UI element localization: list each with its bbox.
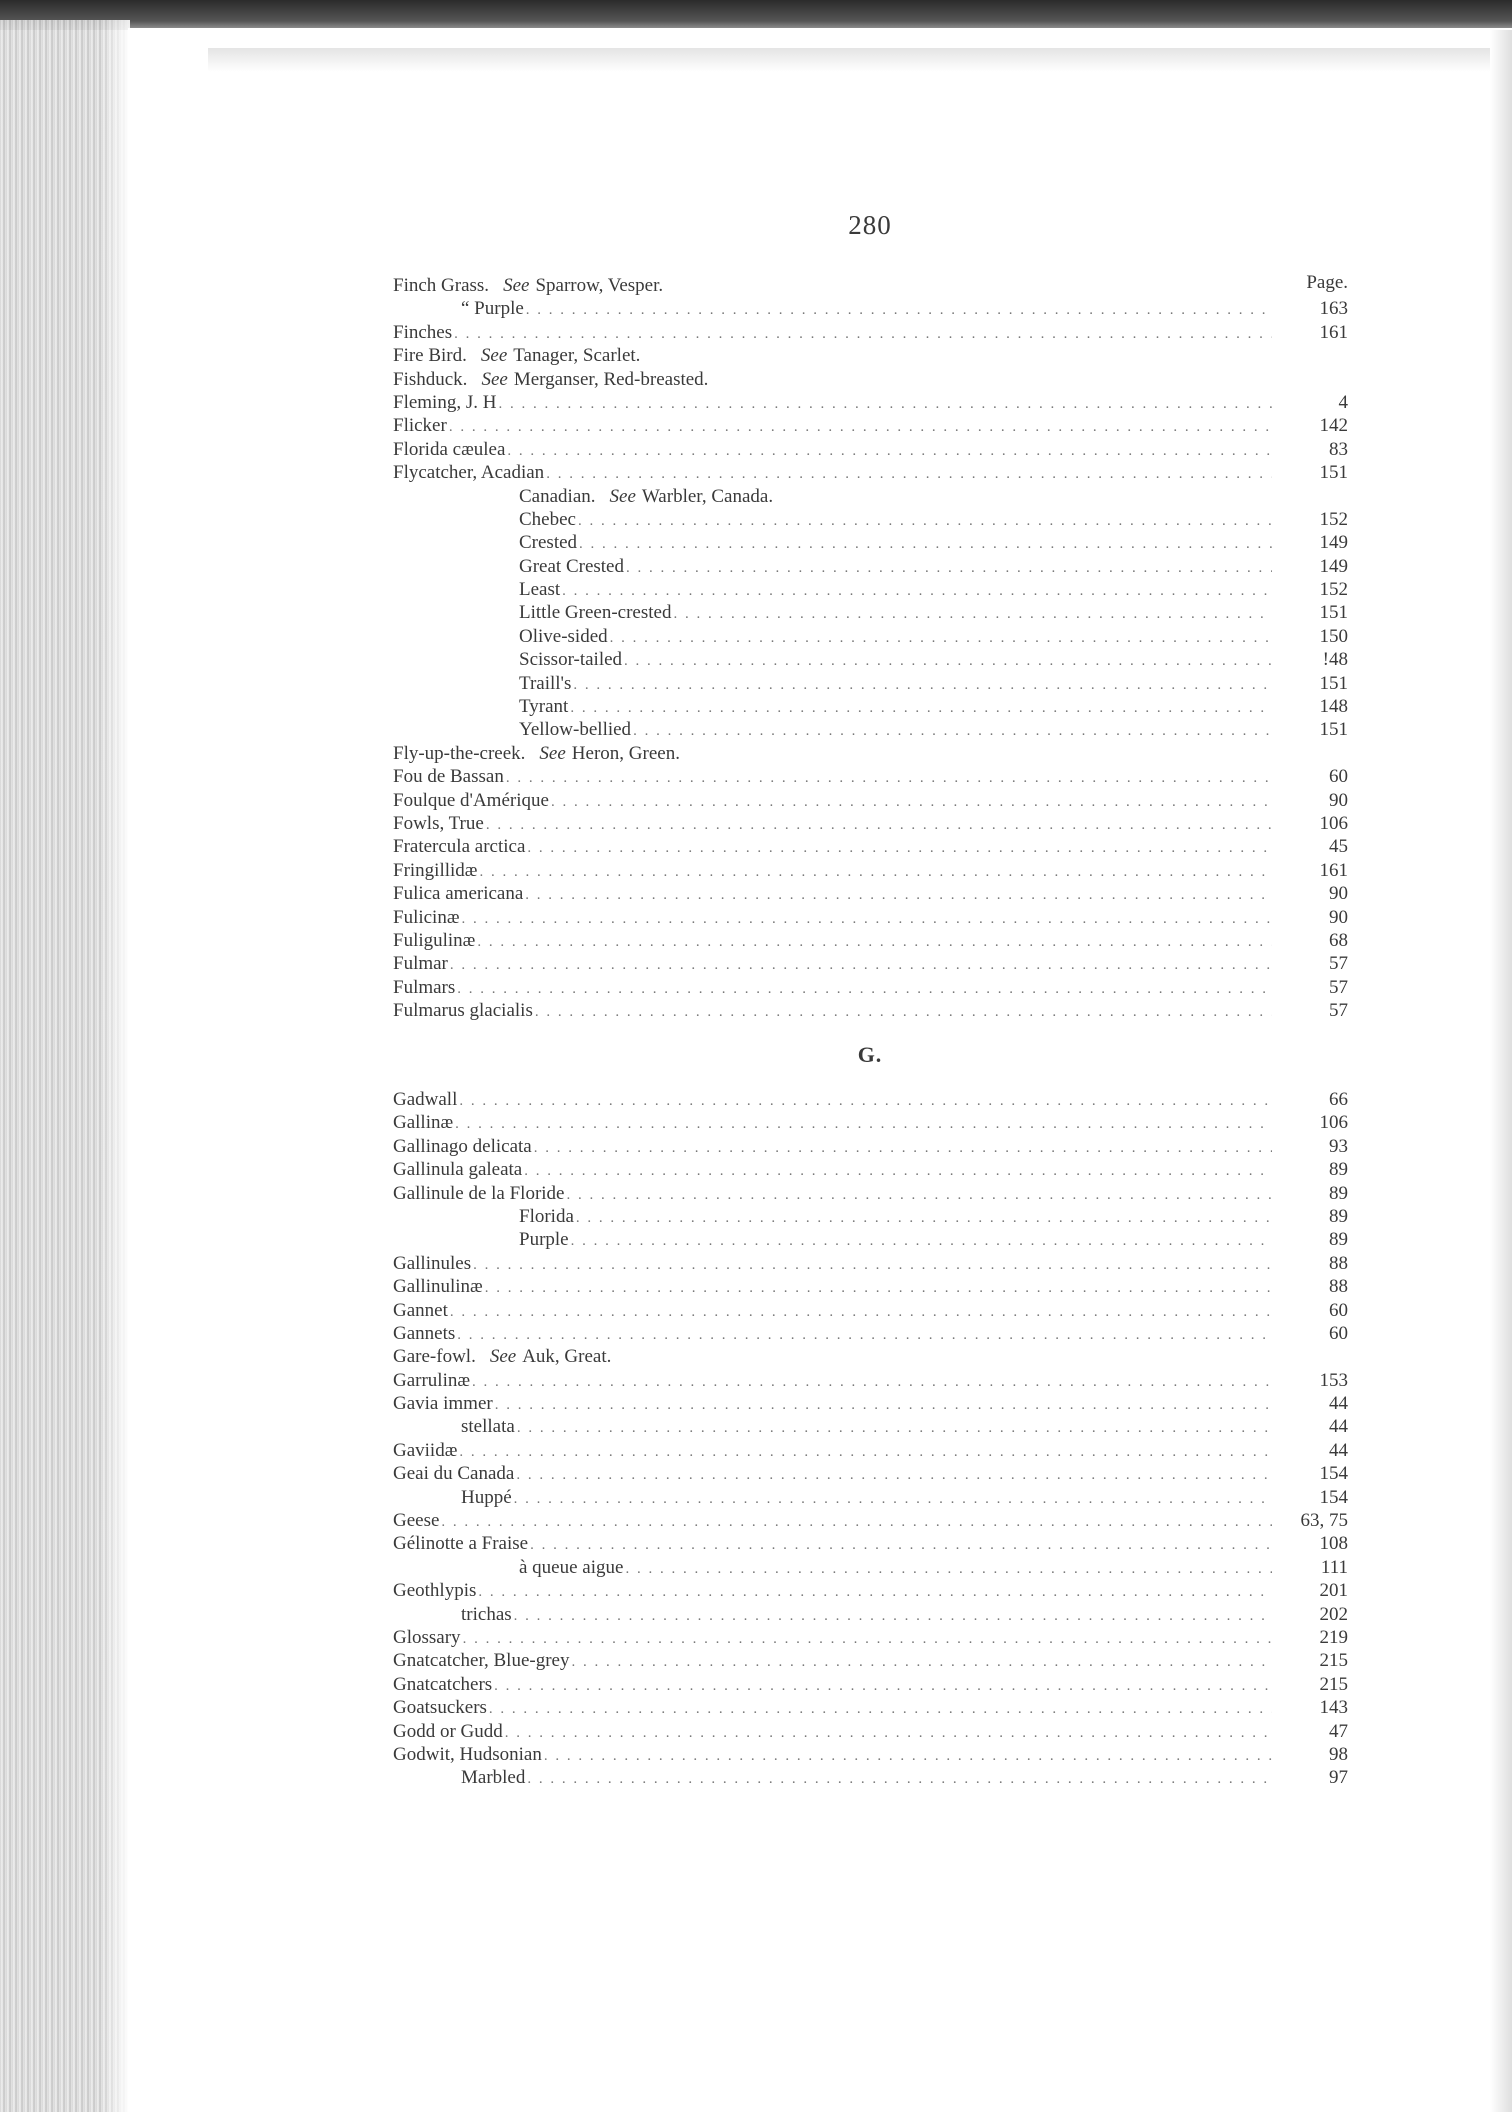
index-entry [393,1205,1348,1228]
entry-page-number: 60 [1329,1322,1348,1344]
entry-term: Fly-up-the-creek. [393,742,526,764]
entry-term: Tyrant [519,696,569,718]
entry-page-number: 60 [1329,1299,1348,1321]
index-entry [393,508,1348,531]
entry-term: Gnatcatcher, Blue-grey [393,1650,570,1672]
entry-term: Gadwall [393,1089,458,1110]
entry-term: Garrulinæ [393,1369,471,1391]
see-reference-label: See [489,1346,517,1368]
entry-term: Gélinotte a Fraise [393,1533,529,1555]
index-entry [393,1111,1348,1134]
index-entry [393,648,1348,671]
entry-term: Traill's [519,672,572,694]
leader-dots [527,1768,1272,1791]
entry-term: Florida cæulea [393,438,506,460]
leader-dots [516,1464,1272,1487]
entry-page-number: 90 [1329,789,1348,811]
index-entry [393,1649,1348,1672]
index-entry [393,835,1348,858]
index-entry [393,742,1348,765]
entry-term: stellata [461,1416,515,1438]
leader-dots [459,1090,1272,1113]
entry-term: Scissor-tailed [519,649,623,671]
entry-page-number: 93 [1329,1135,1348,1157]
entry-page-number: 47 [1329,1720,1348,1742]
entry-term: Fishduck. [393,368,468,390]
entry-page-number: 108 [1319,1533,1348,1555]
see-reference-target: Merganser, Red-breasted. [513,368,709,390]
see-reference-label: See [539,742,566,764]
index-entry [393,461,1348,484]
entry-page-number: 88 [1329,1276,1348,1298]
index-entry [393,929,1348,952]
index-entry [393,368,1348,391]
entry-term: à queue aigue [519,1556,624,1578]
index-entry [393,1766,1348,1789]
entry-term: Yellow-bellied [519,719,632,741]
entry-page-number: 152 [1319,579,1348,601]
entry-term: Foulque d'Amérique [393,789,549,811]
index-entry [393,531,1348,554]
entry-page-number: 44 [1329,1393,1348,1415]
entry-term: Gallinule de la Floride [393,1182,565,1204]
entry-page-number: 89 [1329,1229,1348,1251]
index-entry [393,1369,1348,1392]
index-entry [393,952,1348,975]
leader-dots [449,416,1272,439]
entry-page-number: 148 [1319,696,1348,718]
index-entry [393,789,1348,812]
leader-dots [450,954,1272,977]
entry-term: Least [519,579,561,601]
index-entry [393,321,1348,344]
leader-dots [494,1675,1272,1698]
entry-term: Marbled [461,1767,526,1789]
entry-term: Gare-fowl. [393,1346,476,1368]
entry-term: Great Crested [519,555,624,577]
see-reference-target: Heron, Green. [571,742,680,764]
index-entry [393,1532,1348,1555]
index-entry [393,695,1348,718]
entry-term: Godwit, Hudsonian [393,1743,542,1765]
entry-term: Fou de Bassan [393,766,504,788]
page-column-label: Page. [1306,272,1348,293]
entry-page-number: 161 [1319,859,1348,881]
entry-term: Gallinulinæ [393,1276,483,1298]
index-entry [393,344,1348,367]
entry-page-number: 201 [1319,1580,1348,1602]
leader-dots [544,1745,1272,1768]
index-entry [393,1603,1348,1626]
see-reference-target: Tanager, Scarlet. [513,345,641,367]
leader-dots [573,674,1272,697]
entry-page-number: 151 [1319,462,1348,484]
index-entry [393,1462,1348,1485]
entry-term: Gaviidæ [393,1439,458,1461]
index-entry [393,906,1348,929]
entry-term: Olive-sided [519,625,608,647]
see-reference-label: See [609,485,636,507]
entry-term: Fowls, True [393,812,484,834]
leader-dots [571,1651,1272,1674]
entry-term: Gallinago delicata [393,1135,532,1157]
index-entry [393,1275,1348,1298]
scan-top-border [0,0,1512,30]
index-entry [393,297,1348,320]
entry-page-number: 154 [1319,1486,1348,1508]
index-entry [393,1439,1348,1462]
index-entry [393,1486,1348,1509]
entry-term: Little Green-crested [519,602,672,624]
entry-term: Godd or Gudd [393,1720,503,1742]
leader-dots [489,1698,1272,1721]
entry-term: Geothlypis [393,1580,477,1602]
entry-page-number: 151 [1319,602,1348,624]
entry-page-number: 44 [1329,1439,1348,1461]
entry-term: Fleming, J. H [393,391,497,413]
entry-page-number: 89 [1329,1182,1348,1204]
entry-page-number: 151 [1319,672,1348,694]
index-entry [393,1509,1348,1532]
index-entry [393,718,1348,741]
entry-term: Fulicinæ [393,906,460,928]
leader-dots [673,603,1272,626]
book-page-edges [0,20,130,2112]
entry-page-number: 83 [1329,438,1348,460]
leader-dots [478,1581,1272,1604]
leader-dots [570,697,1272,720]
entry-term: Gavia immer [393,1393,493,1415]
index-entry [393,414,1348,437]
index-entry [393,1228,1348,1251]
index-entry [393,1345,1348,1368]
entry-page-number: 89 [1329,1159,1348,1181]
entry-term: Gallinæ [393,1112,454,1134]
entry-term: Goatsuckers [393,1697,487,1719]
see-reference-label: See [480,345,508,367]
leader-dots [626,557,1272,580]
entry-page-number: 63, 75 [1300,1510,1348,1532]
entry-term: Fulmar [393,953,448,975]
entry-page-number: 163 [1319,298,1348,320]
index-entry [393,1252,1348,1275]
leader-dots [566,1184,1272,1207]
entry-term: Gnatcatchers [393,1673,493,1695]
entry-page-number: 219 [1319,1626,1348,1648]
entry-page-number: 149 [1319,555,1348,577]
entry-term: Geese [393,1510,440,1532]
section-heading-g: G. [857,1042,883,1067]
see-reference-label: See [481,368,508,390]
leader-dots [454,323,1272,346]
see-reference-target: Warbler, Canada. [641,485,774,507]
index-entry [393,1392,1348,1415]
index-entry [393,1743,1348,1766]
index-entry [393,601,1348,624]
index-entry [393,672,1348,695]
leader-dots [514,1488,1272,1511]
entry-term: Fratercula arctica [393,836,526,858]
leader-dots [457,978,1272,1001]
leader-dots [462,908,1272,931]
leader-dots [506,767,1272,790]
leader-dots [472,1371,1272,1394]
index-entry [393,1673,1348,1696]
leader-dots [498,393,1272,416]
entry-term: Fire Bird. [393,345,467,367]
leader-dots [495,1394,1272,1417]
entry-term: Finches [393,321,453,343]
entry-page-number: 143 [1319,1697,1348,1719]
entry-page-number: 111 [1320,1556,1348,1578]
entry-term: Finch Grass. [393,275,490,296]
leader-dots [546,463,1272,486]
entry-term: Florida [519,1205,574,1227]
leader-dots [507,440,1272,463]
entry-term: Fuligulinæ [393,929,476,951]
leader-dots [534,1137,1272,1160]
entry-page-number: 97 [1329,1767,1348,1789]
index-entry [393,1299,1348,1322]
entry-page-number: 90 [1329,883,1348,905]
index-entry [393,812,1348,835]
entry-page-number: 57 [1329,953,1348,975]
entry-page-number: 153 [1319,1369,1348,1391]
entry-term: Canadian. [519,485,596,507]
entry-term: Flycatcher, Acadian [393,462,545,484]
entry-page-number: 66 [1329,1089,1348,1110]
leader-dots [525,884,1272,907]
entry-term: Geai du Canada [393,1463,515,1485]
index-entry [393,1579,1348,1602]
entry-term: Fringillidæ [393,859,478,881]
index-entry [393,274,1348,297]
entry-term: Gannet [393,1299,448,1321]
entry-page-number: 151 [1319,719,1348,741]
entry-page-number: 106 [1319,1112,1348,1134]
leader-dots [530,1534,1272,1557]
entry-page-number: 152 [1319,508,1348,530]
entry-page-number: 202 [1319,1603,1348,1625]
leader-dots [473,1254,1272,1277]
leader-dots [450,1301,1272,1324]
entry-page-number: 4 [1338,391,1348,413]
entry-page-number: 89 [1329,1205,1348,1227]
entry-page-number: 57 [1329,1000,1348,1022]
index-entry [393,859,1348,882]
right-page-shadow [1490,30,1512,2112]
entry-term: “ Purple [461,298,524,320]
entry-page-number: 88 [1329,1252,1348,1274]
leader-dots [610,627,1272,650]
leader-dots [477,931,1272,954]
leader-dots [624,650,1272,673]
leader-dots [551,791,1272,814]
entry-page-number: 150 [1319,625,1348,647]
leader-dots [535,1001,1272,1024]
index-section-f [393,274,1348,1023]
entry-term: Huppé [461,1486,512,1508]
index-entry [393,1696,1348,1719]
leader-dots [578,510,1272,533]
leader-dots [505,1722,1272,1745]
leader-dots [485,1277,1272,1300]
index-entry [393,438,1348,461]
entry-page-number: 106 [1319,812,1348,834]
index-entry [393,1322,1348,1345]
entry-page-number: 98 [1329,1743,1348,1765]
index-entry [393,765,1348,788]
leader-dots [576,1207,1272,1230]
index-entry [393,391,1348,414]
entry-term: Purple [519,1229,569,1251]
index-entry [393,1415,1348,1438]
leader-dots [514,1605,1272,1628]
entry-page-number: !48 [1322,649,1348,671]
leader-dots [526,299,1272,322]
leader-dots [479,861,1272,884]
see-reference-target: Sparrow, Vesper. [535,275,664,296]
entry-page-number: 142 [1319,415,1348,437]
index-entry [393,1720,1348,1743]
entry-page-number: 68 [1329,929,1348,951]
entry-page-number: 90 [1329,906,1348,928]
see-reference-label: See [503,275,530,296]
index-entry [393,1182,1348,1205]
entry-page-number: 57 [1329,976,1348,998]
entry-term: Fulica americana [393,883,524,905]
entry-term: Gallinula galeata [393,1159,523,1181]
leader-dots [562,580,1272,603]
index-entry [393,578,1348,601]
entry-term: trichas [461,1603,512,1625]
index-entry [393,999,1348,1022]
entry-term: Fulmars [393,976,456,998]
index-entry [393,1088,1348,1111]
entry-term: Gannets [393,1322,456,1344]
entry-term: Gallinules [393,1252,472,1274]
leader-dots [455,1113,1272,1136]
leader-dots [486,814,1272,837]
index-section-g [393,1088,1348,1790]
entry-term: Flicker [393,415,447,437]
leader-dots [625,1558,1272,1581]
index-entry [393,485,1348,508]
page-number: 280 [848,210,892,240]
leader-dots [463,1628,1272,1651]
entry-term: Glossary [393,1626,461,1648]
index-entry [393,1135,1348,1158]
leader-dots [457,1324,1272,1347]
index-entry [393,1626,1348,1649]
leader-dots [527,837,1272,860]
entry-term: Crested [519,532,578,554]
index-entry [393,555,1348,578]
index-entry [393,976,1348,999]
entry-page-number: 149 [1319,532,1348,554]
leader-dots [633,720,1272,743]
entry-term: Fulmarus glacialis [393,1000,533,1022]
leader-dots [517,1417,1272,1440]
index-entry [393,625,1348,648]
entry-term: Chebec [519,508,576,530]
entry-page-number: 161 [1319,321,1348,343]
leader-dots [579,533,1272,556]
leader-dots [459,1441,1272,1464]
entry-page-number: 154 [1319,1463,1348,1485]
index-entry [393,882,1348,905]
leader-dots [571,1230,1272,1253]
entry-page-number: 60 [1329,766,1348,788]
entry-page-number: 44 [1329,1416,1348,1438]
see-reference-target: Auk, Great. [522,1346,612,1368]
index-entry [393,1556,1348,1579]
entry-page-number: 215 [1319,1650,1348,1672]
leader-dots [524,1160,1272,1183]
entry-page-number: 45 [1329,836,1348,858]
index-entry [393,1158,1348,1181]
leader-dots [441,1511,1272,1534]
entry-page-number: 215 [1319,1673,1348,1695]
